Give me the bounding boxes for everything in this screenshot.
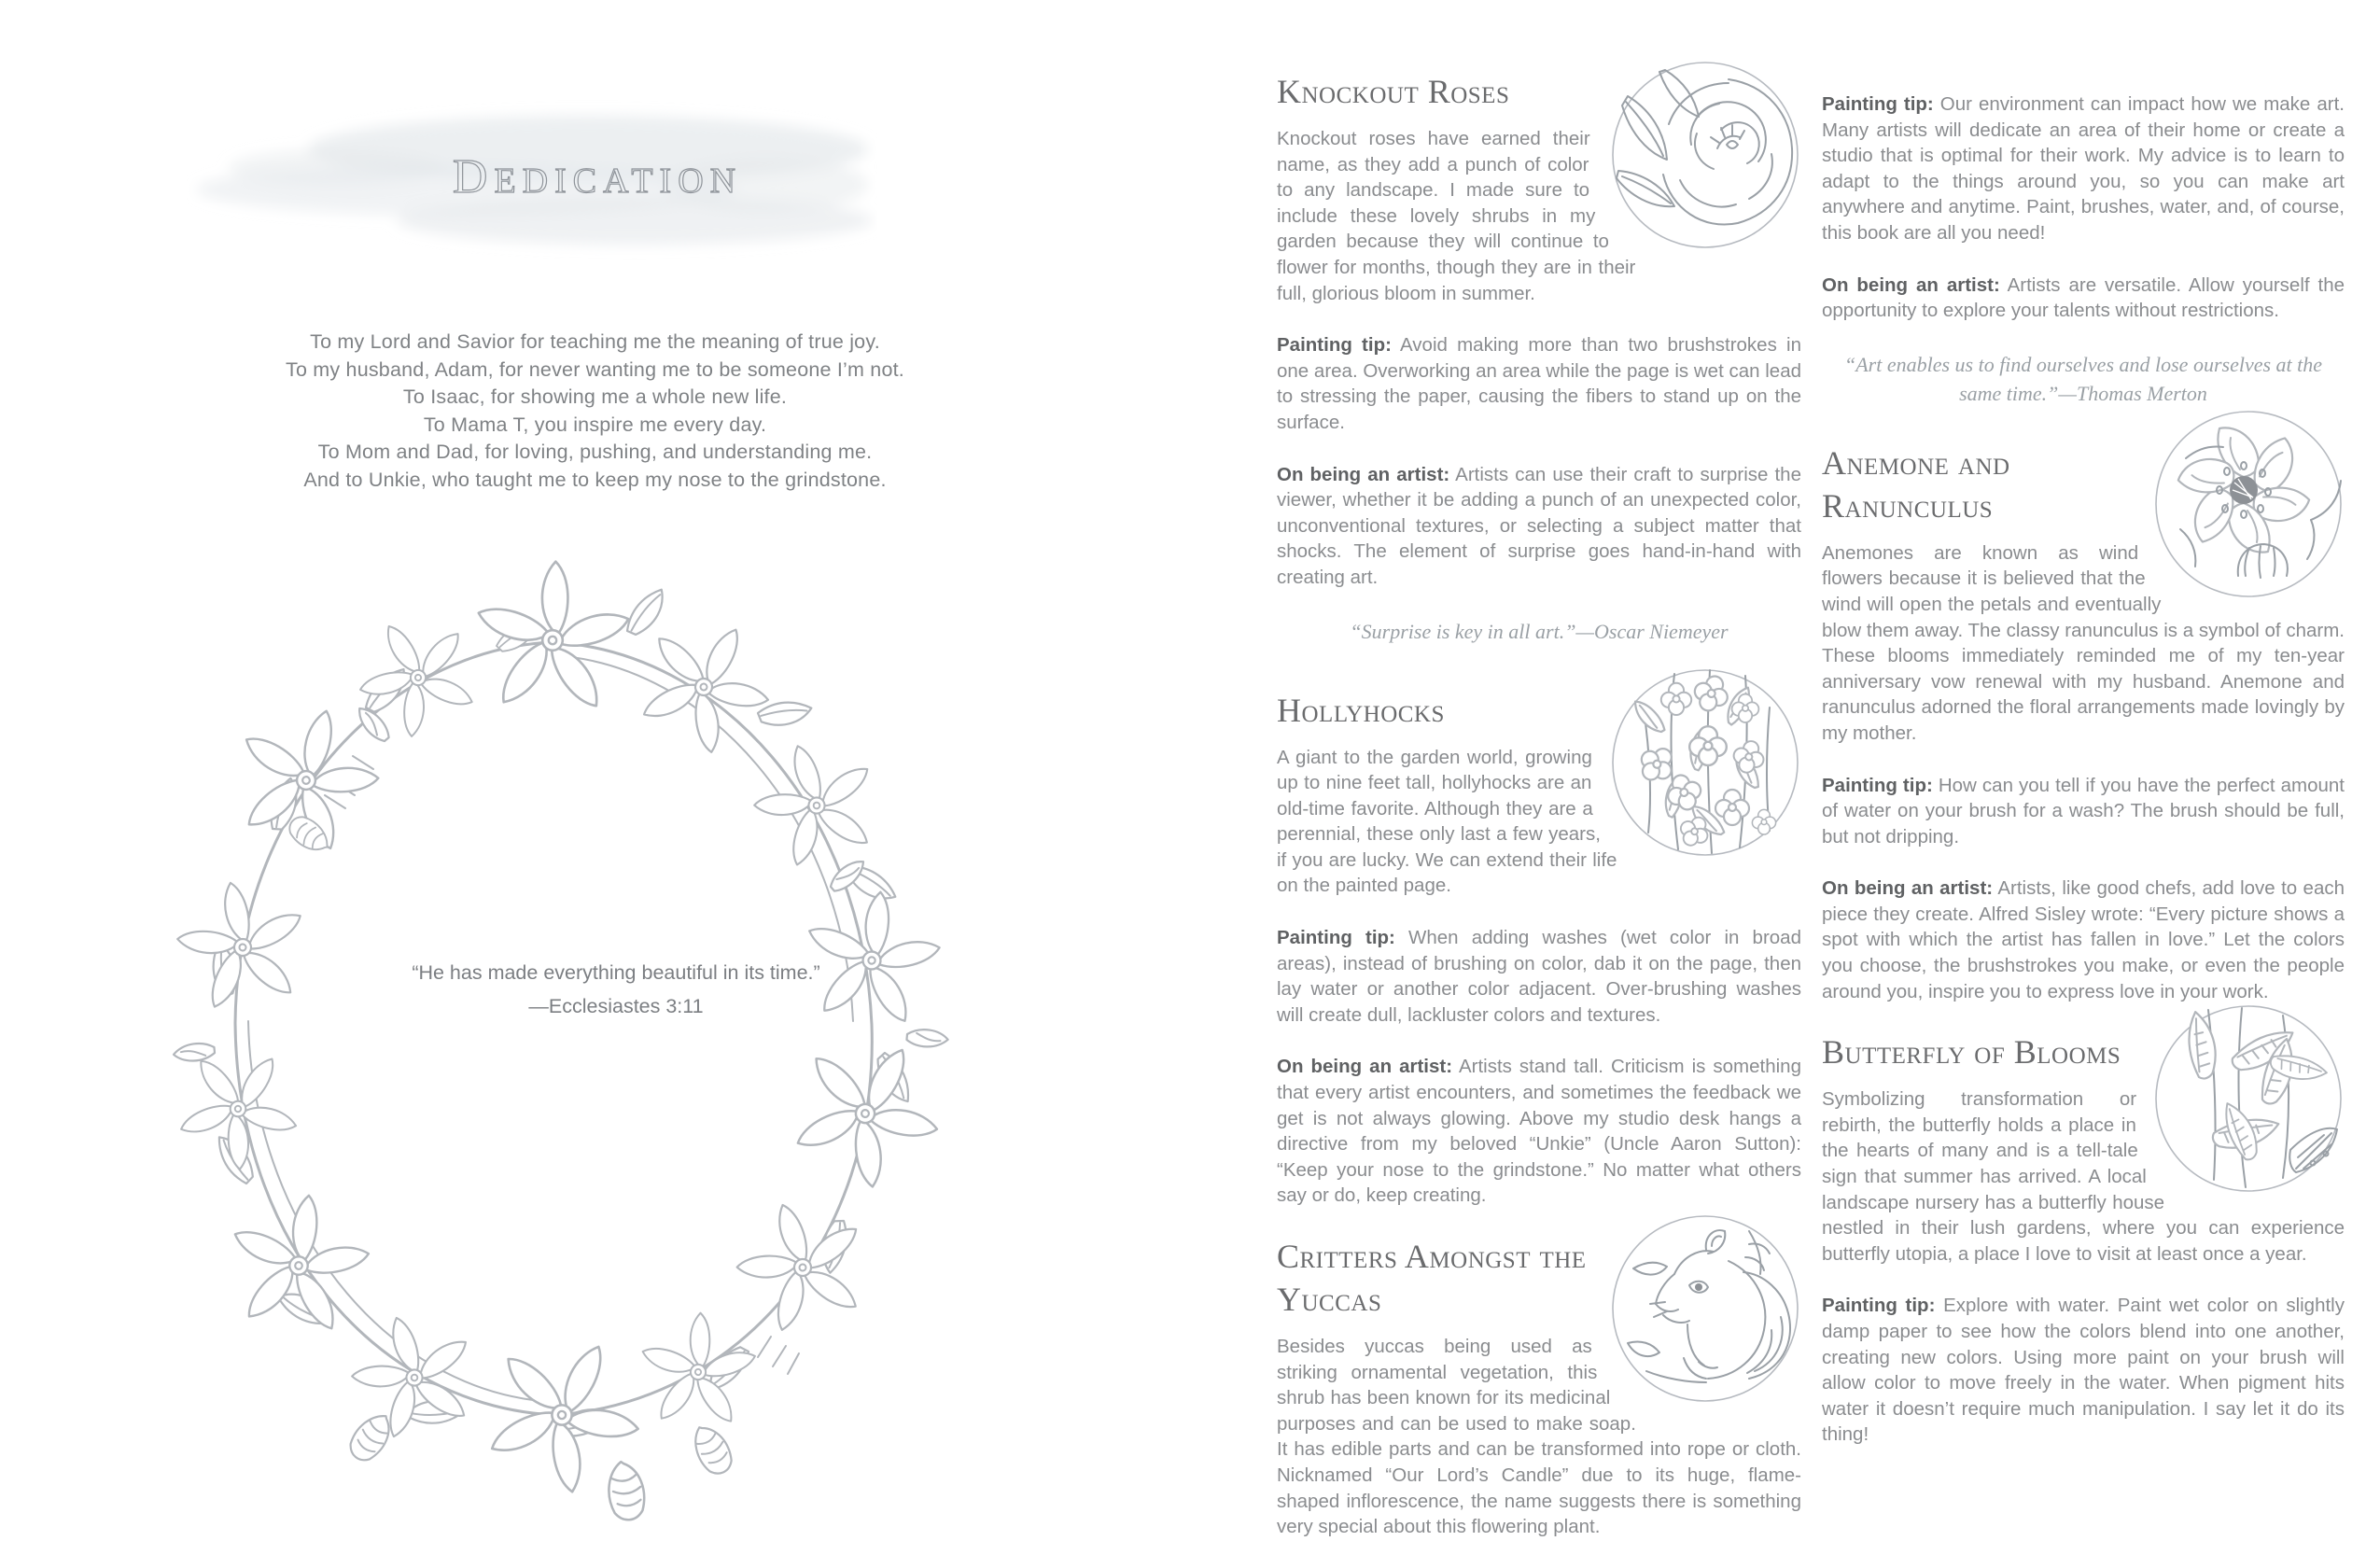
column-left: [1277, 70, 1801, 1541]
painting-tip: [1277, 925, 1801, 1028]
artist-label: On being an artist:: [1277, 1056, 1453, 1078]
section-heading: Critters Amongst the Yuccas: [1277, 1238, 1587, 1318]
painting-tip: [1822, 773, 2345, 850]
painting-tip: [1822, 1293, 2345, 1448]
squirrel-illustration: [1609, 1212, 1801, 1405]
section-intro: Symbolizing transformation or rebirth, the butterfly holds a place in the hearts of many and is a tell-tale sign that summer has arrived. A local landscape nursery has a butterfly house nestled in their lush gardens, where you can experience butterfly utopia, a place I love to visit at least once a year.: [1822, 1088, 2345, 1265]
dedication-line: To Mama T, you inspire me every day.: [423, 413, 767, 436]
dedication-line: To my husband, Adam, for never wanting me to be someone I’m not.: [286, 357, 904, 381]
section-anemone-ranunculus: [1822, 441, 2345, 747]
section-heading: Anemone and Ranunculus: [1822, 443, 2010, 525]
artist-label: On being an artist:: [1822, 273, 2000, 296]
dedication-line: And to Unkie, who taught me to keep my nose to the grindstone.: [303, 468, 887, 491]
section-butterfly-of-blooms: [1822, 1030, 2345, 1267]
painting-tip: [1822, 91, 2345, 246]
section-heading: Knockout Roses: [1277, 73, 1510, 110]
section-intro: Besides yuccas being used as striking ornamental vegetation, this shrub has been known for its medicinal purposes and can be used to make soap. It has edible parts and can be transformed into rope or cloth. Nicknamed “Our Lord’s Candle” due to its huge, flame-shaped inflorescence, the name suggests there is something very special about this flowering plant.: [1277, 1336, 1801, 1538]
tip-label: Painting tip:: [1822, 774, 1933, 796]
section-heading: Butterfly of Blooms: [1822, 1033, 2121, 1072]
section-hollyhocks: [1277, 689, 1801, 900]
anemone-illustration: [2152, 408, 2345, 600]
artist-text: Artists can use their craft to surprise the viewer, whether it be adding a punch of an unexpected color, unconventional textures, or selecting a subject matter that shocks. The element of surprise goes hand-in-hand with creating art.: [1277, 463, 1801, 588]
content-page: [1190, 0, 2380, 1541]
artist-text: Artists stand tall. Criticism is something that every artist encounters, and sometimes the feedback we get is not always glowing. Above my studio desk hangs a directive from my beloved “Unkie” (Uncle Aaron Sutton): “Keep your nose to the grindstone.” No matter what others say or do, keep creating.: [1277, 1056, 1801, 1207]
section-heading: Hollyhocks: [1277, 691, 1445, 729]
section-intro: A giant to the garden world, growing up to nine feet tall, hollyhocks are an old-time favorite. Although they are a perennial, these only last a few years, if you are lucky. We can extend their life on the painted page.: [1277, 746, 1617, 897]
pull-quote: “Art enables us to find ourselves and lose ourselves at the same time.”—Thomas Merton: [1843, 352, 2323, 405]
artist-note: [1822, 876, 2345, 1004]
tip-label: Painting tip:: [1822, 1295, 1936, 1317]
pull-quote: “Surprise is key in all art.”—Oscar Niemeyer: [1350, 619, 1729, 643]
tip-label: Painting tip:: [1822, 93, 1934, 115]
tip-text: Explore with water. Paint wet color on slightly damp paper to see how the colors blend into one another, creating new colors. Using more paint on your brush will allow color to move freely in the water. When pigment hits water it doesn’t require much manipulation. I say let it do its thing!: [1822, 1295, 2345, 1446]
artist-label: On being an artist:: [1277, 463, 1450, 485]
artist-note: [1277, 462, 1801, 591]
wreath-quote: [289, 956, 943, 1023]
page-title: DEDICATION: [452, 150, 743, 203]
rose-bloom-illustration: [1609, 59, 1801, 251]
dedication-line: To my Lord and Savior for teaching me the meaning of true joy.: [310, 330, 880, 353]
dedication-text: [0, 329, 1190, 494]
painting-tip: [1277, 332, 1801, 435]
dedication-line: To Isaac, for showing me a whole new life.: [402, 385, 788, 408]
tip-label: Painting tip:: [1277, 927, 1395, 949]
artist-note: [1277, 1054, 1801, 1209]
artist-label: On being an artist:: [1822, 877, 1994, 900]
tip-text: How can you tell if you have the perfect amount of water on your brush for a wash? The brush should be full, but not dripping.: [1822, 774, 2345, 848]
section-critters-yuccas: [1277, 1235, 1801, 1540]
tip-label: Painting tip:: [1277, 334, 1392, 357]
artist-text: Artists are versatile. Allow yourself the opportunity to explore your talents without restrictions.: [1822, 273, 2345, 322]
section-intro: Anemones are known as wind flowers because it is believed that the wind will open the petals and eventually blow them away. The classy ranunculus is a symbol of charm. These blooms immediately reminded me of my ten-year anniversary vow renewal with my husband. Anemone and ranunculus adorned the floral arrangements made lovingly by my mother.: [1822, 541, 2345, 744]
quote-attribution: —Ecclesiastes 3:11: [528, 995, 704, 1017]
floral-wreath-illustration: [105, 530, 1006, 1521]
dedication-line: To Mom and Dad, for loving, pushing, and understanding me.: [317, 441, 873, 463]
tip-text: Our environment can impact how we make art. Many artists will dedicate an area of their home or create a studio that is optimal for their work. My advice is to learn to adapt to the things around you, so you can make art anywhere and anytime. Paint, brushes, water, and, of course, this book are all you need!: [1822, 93, 2345, 244]
quote-text: “He has made everything beautiful in its time.”: [412, 961, 820, 984]
section-knockout-roses: [1277, 70, 1801, 306]
artist-text: Artists, like good chefs, add love to each piece they create. Alfred Sisley wrote: “Every picture shows a spot with which the artist has fallen in love.” Let the colors you choose, the brushstrokes you make, or even the people around you, inspire you to express love in your work.: [1822, 877, 2345, 1002]
tip-text: Avoid making more than two brushstrokes in one area. Overworking an area while the page is wet can lead to stressing the paper, causing the fibers to stand up on the surface.: [1277, 334, 1801, 433]
column-right: [1822, 91, 2345, 1474]
section-intro: Knockout roses have earned their name, as they add a punch of color to any landscape. I made sure to include these lovely shrubs in my garden because they will continue to flower for months, though they are in their full, glorious bloom in summer.: [1277, 128, 1636, 304]
artist-note: [1822, 273, 2345, 324]
tip-text: When adding washes (wet color in broad areas), instead of brushing on color, dab it on the page, then lay water or another color adjacent. Over-brushing washes will create dull, lackluster colors and textures.: [1277, 927, 1801, 1026]
leafy-blooms-illustration: [2152, 1002, 2345, 1195]
hollyhocks-illustration: [1609, 666, 1801, 859]
